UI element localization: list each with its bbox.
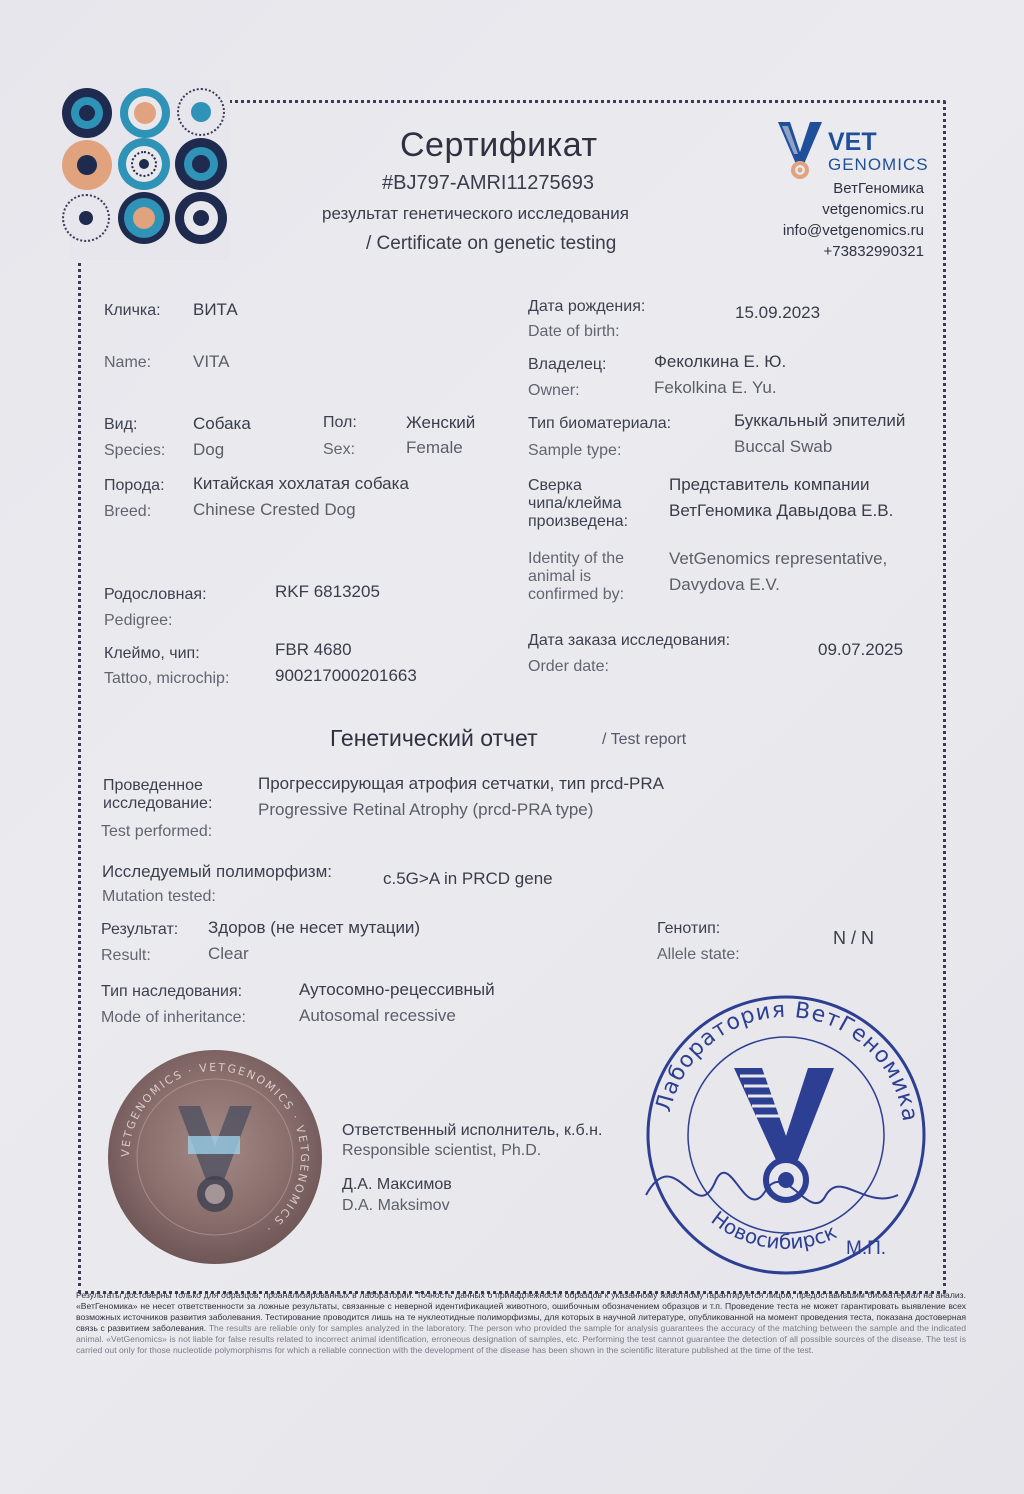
test-label-line: исследование: [103,795,213,812]
identity-value-en [669,546,887,598]
owner-value-en: Fekolkina E. Yu. [654,378,777,397]
subtitle-ru: результат генетического исследования [322,204,629,223]
inheritance-value-ru: Аутосомно-рецессивный [299,980,495,999]
nickname-label: Кличка: [104,302,161,319]
name-value: VITA [193,352,230,371]
test-value-ru: Прогрессирующая атрофия сетчатки, тип prcd-PRA [258,774,664,793]
species-label-en: Species: [104,442,166,459]
company-site[interactable]: vetgenomics.ru [822,201,924,218]
species-label-ru: Вид: [104,416,138,433]
chip-value-ru [669,472,893,524]
inheritance-label-ru: Тип наследования: [101,983,243,1000]
circle-icon [193,210,209,226]
breed-label-en: Breed: [104,503,152,520]
logo-v-icon [776,118,824,180]
species-value-ru: Собака [193,414,251,433]
sex-label-ru: Пол: [323,414,357,431]
dob-label-en: Date of birth: [528,323,620,340]
signer-role-en: Responsible scientist, Ph.D. [342,1142,542,1159]
result-label-ru: Результат: [101,921,179,938]
logo-genomics: GENOMICS [828,155,929,174]
disclaimer-ru: Результаты достоверны только для образцов, проанализированных в лаборатории. Точность данных о принадлежности образцов к указанному животному гарантируется лицом, предоставившим биоматериал на анализ. «ВетГеномика» не несет ответственности за ложные результаты, связанные с неверной идентификацией животного, ошибочным обозначением образцов и т.п. Проведение теста не может гарантировать выявление всех возможных источников развития заболевания. Тестирование проводится лишь на те нуклеотидные полиморфизмы, для которых в научной литературе, опубликованной на момент проведения теста, показана достоверная связь с развитием заболевания. [76,1290,966,1333]
circle-icon [133,207,155,229]
mutation-value: c.5G>A in PRCD gene [383,869,553,888]
breed-value-en: Chinese Crested Dog [193,500,356,519]
sex-value-ru: Женский [406,413,476,432]
order-label-ru: Дата заказа исследования: [528,632,731,649]
identity-value-line: VetGenomics representative, [669,549,888,568]
order-label-en: Order date: [528,658,609,675]
sex-value-en: Female [406,438,463,457]
test-label-line: Проведенное [103,777,203,794]
owner-label-en: Owner: [528,382,580,399]
circle-icon [79,211,93,225]
certificate-title: Сертификат [400,126,598,164]
identity-value-line: Davydova E.V. [669,575,780,594]
breed-label-ru: Порода: [104,477,165,494]
chip-label-line: чипа/клейма [528,495,622,512]
subtitle-en: / Certificate on genetic testing [366,233,617,254]
chip-value-line: ВетГеномика Давыдова Е.В. [669,501,894,520]
genotype-label-ru: Генотип: [657,920,721,937]
result-value-ru: Здоров (не несет мутации) [208,918,421,937]
circle-icon [77,155,97,175]
report-heading-ru: Генетический отчет [330,725,538,751]
tattoo-label-ru: Клеймо, чип: [104,645,200,662]
sample-value-en: Buccal Swab [734,437,833,456]
inheritance-label-en: Mode of inheritance: [101,1009,246,1026]
identity-label-en [528,550,624,604]
test-label-ru [103,777,212,813]
logo-vet: VET [828,128,877,156]
name-label: Name: [104,354,152,371]
circle-icon [139,159,149,169]
nickname-value: ВИТА [193,300,238,319]
genotype-value: N / N [833,928,875,948]
pedigree-label-ru: Родословная: [104,586,207,603]
chip-label-ru [528,477,628,531]
dob-label-ru: Дата рождения: [528,298,646,315]
disclaimer-en: The results are reliable only for samples analyzed in the laboratory. The person who provided the sample for analysis guarantees the accuracy of the matching between the sample and the indicated animal. «VetGenomics» is not liable for false results related to incorrect animal identification, erroneous designation of samples, etc. Performing the test cannot guarantee the detection of all possible sources of the disease. The test is carried out only for those nucleotide polymorphisms for which a reliable connection with the development of the disease has been shown in the scientific literature published at the time of the test. [76,1323,966,1355]
order-date-value: 09.07.2025 [818,640,904,659]
hologram-ring-text: VETGENOMICS · VETGENOMICS · VETGENOMICS · [118,1060,312,1237]
pedigree-label-en: Pedigree: [104,612,173,629]
signer-role-ru: Ответственный исполнитель, к.б.н. [342,1122,603,1139]
sex-label-en: Sex: [323,441,356,458]
report-heading-en: / Test report [602,731,687,748]
circle-icon [134,102,156,124]
dob-value: 15.09.2023 [735,303,821,322]
company-name: ВетГеномика [833,180,924,197]
result-label-en: Result: [101,947,151,964]
owner-value-ru: Феколкина Е. Ю. [654,352,787,371]
signer-name-ru: Д.А. Максимов [342,1176,452,1193]
stamp-mp: М.П. [846,1238,887,1259]
sample-label-en: Sample type: [528,442,622,459]
stamp-ring-top: Лаборатория ВетГеномика [651,997,923,1124]
identity-label-line: animal is [528,568,592,585]
sample-value-ru: Буккальный эпителий [734,411,906,430]
svg-text:Новосибирск [707,1206,840,1254]
species-value-en: Dog [193,440,225,459]
hologram-seal [106,1048,324,1266]
laboratory-stamp [636,990,936,1280]
microchip-value: 900217000201663 [275,666,417,685]
stamp-ring-bottom: Новосибирск [706,1205,841,1254]
pedigree-value: RKF 6813205 [275,582,380,601]
chip-label-line: Сверка [528,477,582,494]
circle-icon [191,102,211,122]
chip-label-line: произведена: [528,513,629,530]
mutation-label-en: Mutation tested: [102,888,216,905]
chip-value-line: Представитель компании [669,475,870,494]
tattoo-label-en: Tattoo, microchip: [104,670,230,687]
breed-value-ru: Китайская хохлатая собака [193,474,409,493]
identity-label-line: confirmed by: [528,586,625,603]
mutation-label-ru: Исследуемый полиморфизм: [102,862,333,881]
circle-icon [79,105,95,121]
owner-label-ru: Владелец: [528,356,607,373]
inheritance-value-en: Autosomal recessive [299,1006,456,1025]
certificate-number: #BJ797-AMRI11275693 [382,172,594,194]
test-value-en: Progressive Retinal Atrophy (prcd-PRA type) [258,800,594,819]
genotype-label-en: Allele state: [657,946,740,963]
tattoo-value: FBR 4680 [275,640,352,659]
company-phone[interactable]: +73832990321 [823,243,924,260]
circle-icon [192,155,210,173]
result-value-en: Clear [208,944,249,963]
test-label-en: Test performed: [101,823,213,840]
identity-label-line: Identity of the [528,550,625,567]
company-email[interactable]: info@vetgenomics.ru [782,222,924,239]
signer-name-en: D.A. Maksimov [342,1197,450,1214]
sample-label-ru: Тип биоматериала: [528,415,672,432]
disclaimer [76,1290,966,1356]
